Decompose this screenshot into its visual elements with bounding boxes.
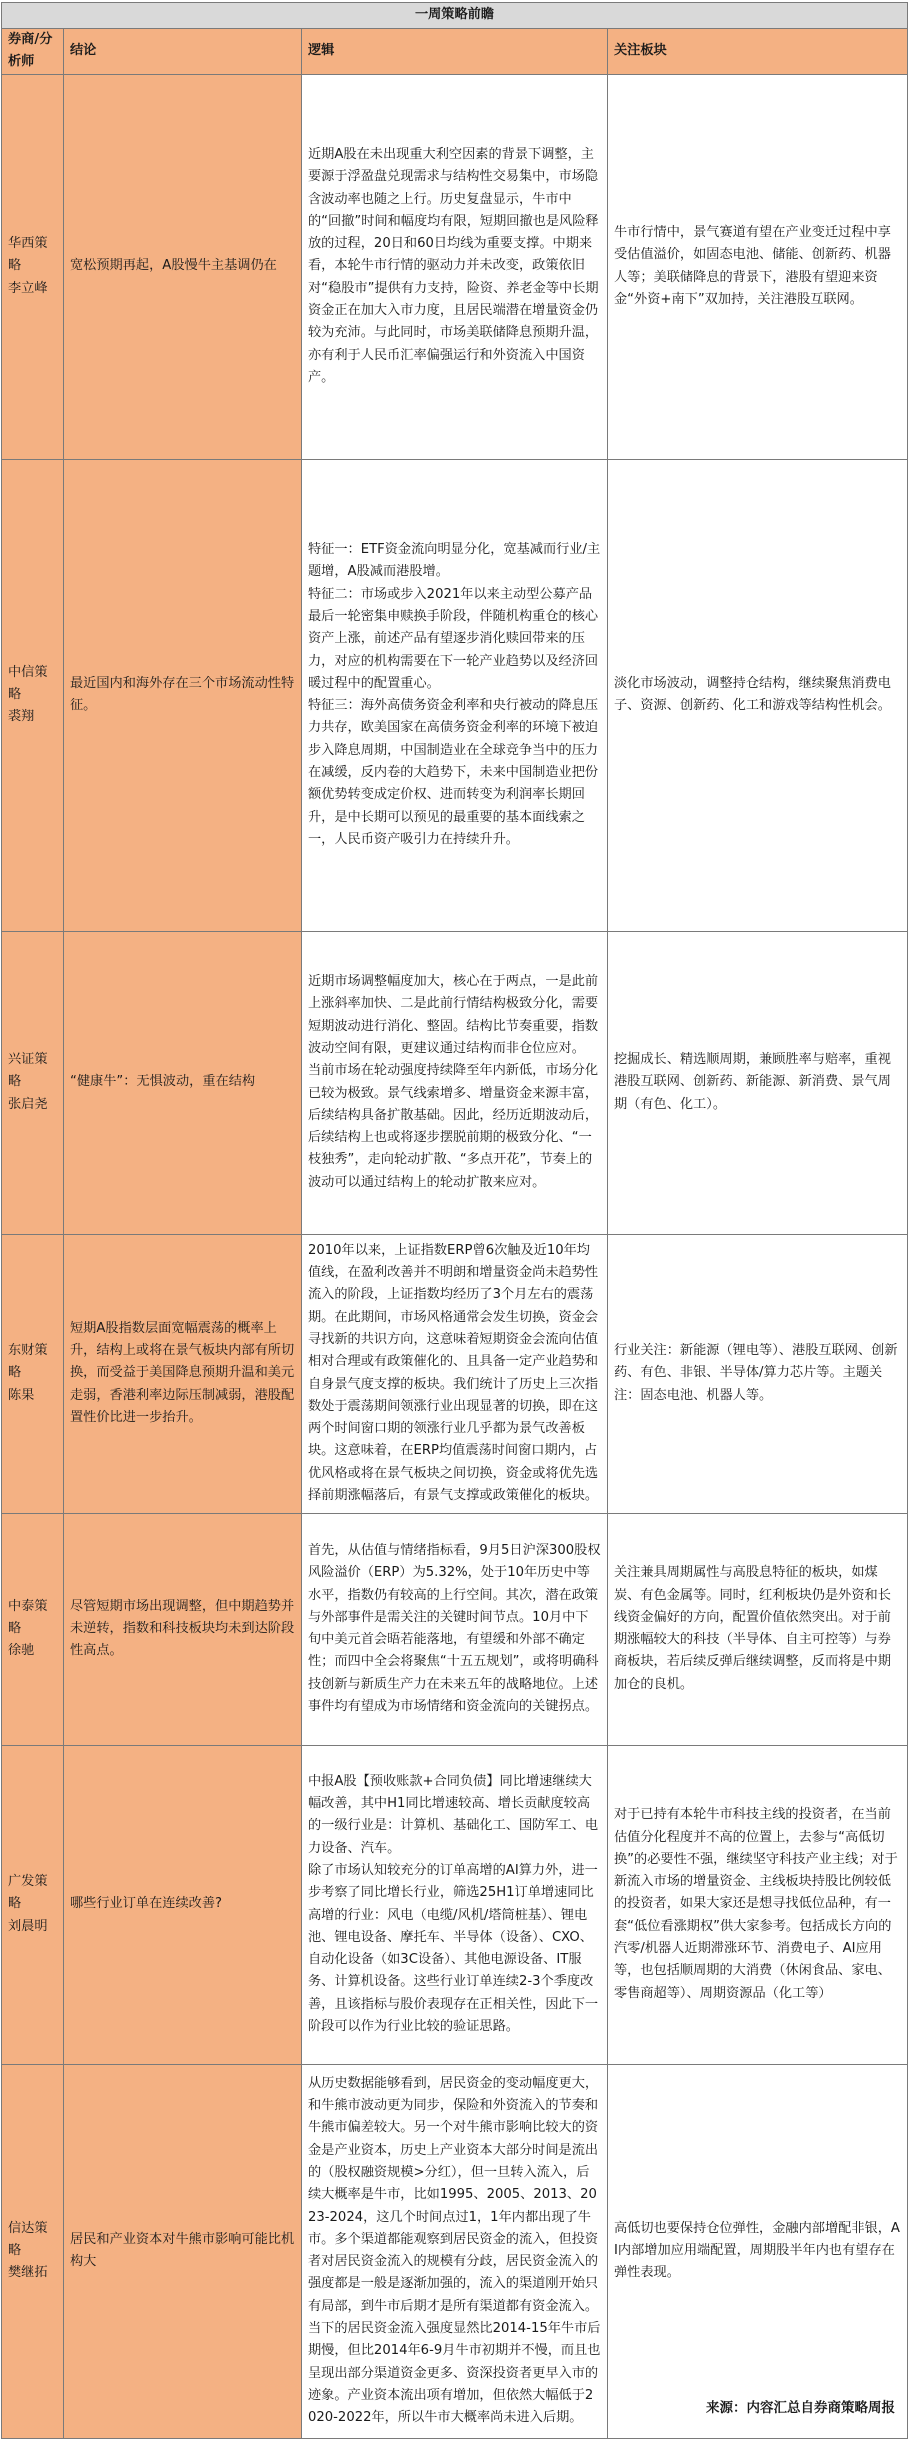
logic-paragraph: 除了市场认知较充分的订单高增的AI算力外，进一步考察了同比增长行业，筛选25H1订单增速同比高增的行业：风电（电缆/风机/塔筒桩基）、锂电池、锂电设备、摩托车、半导体（设备）、CXO、自动化设备（如3C设备）、其他电源设备、IT服务、计算机设备。这些行业订单连续2-3个季度改善，且该指标与股价表现存在正相关性，因此下一阶段可以作为行业比较的验证思路。 <box>308 1863 599 2035</box>
sectors-cell: 挖掘成长、精选顺周期，兼顾胜率与赔率，重视港股互联网、创新药、新能源、新消费、景气周期（有色、化工）。 <box>608 931 908 1234</box>
analyst-name: 李立峰 <box>8 280 48 296</box>
table-row <box>2 2064 908 2438</box>
table-row <box>2 1745 908 2064</box>
header-logic: 逻辑 <box>302 29 608 75</box>
logic-paragraph: 特征一：ETF资金流向明显分化，宽基减而行业/主题增，A股减而港股增。 <box>308 542 601 580</box>
logic-paragraph: 从历史数据能够看到，居民资金的变动幅度更大，和牛熊市波动更为同步，保险和外资流入的节奏和牛熊市偏差较大。另一个对牛熊市影响比较大的资金是产业资本，历史上产业资本大部分时间是流出的（股权融资规模>分红），但一旦转入流入，后续大概率是牛市，比如1995、2005、2013、2023-2024，这几个时间点过1，1年内都出现了牛市。多个渠道都能观察到居民资金的流入，但投资者对居民资金流入的规模有分歧，居民资金流入的强度都是一般是逐渐加强的，流入的渠道刚开始只有局部，到牛市后期才是所有渠道都有资金流入。当下的居民资金流入强度显然比2014-15年牛市后期慢，但比2014年6-9月牛市初期并不慢，而且也呈现出部分渠道资金更多、资深投资者更早入市的迹象。产业资本流出项有增加，但依然大幅低于2020-2022年，所以牛市大概率尚未进入后期。 <box>308 2075 601 2426</box>
logic-paragraph: 特征二：市场或步入2021年以来主动型公募产品最后一轮密集申赎换手阶段，伴随机构重仓的核心资产上涨，前述产品有望逐步消化赎回带来的压力，对应的机构需要在下一轮产业趋势以及经济回暖过程中的配置重心。 <box>308 586 599 691</box>
sectors-cell: 淡化市场波动，调整持仓结构，继续聚焦消费电子、资源、创新药、化工和游戏等结构性机会。 <box>608 459 908 931</box>
logic-paragraph: 近期A股在未出现重大利空因素的背景下调整，主要源于浮盈盘兑现需求与结构性交易集中，市场隐含波动率也随之上行。历史复盘显示，牛市中的“回撤”时间和幅度均有限，短期回撤也是风险释放的过程，20日和60日均线为重要支撑。中期来看，本轮牛市行情的驱动力并未改变，政策依旧对“稳股市”提供有力支持，险资、养老金等中长期资金正在加大入市力度，且居民端潜在增量资金仍较为充沛。与此同时，市场美联储降息预期升温，亦有利于人民币汇率偏强运行和外资流入中国资产。 <box>308 146 599 385</box>
table-title-row <box>2 3 908 29</box>
broker-cell <box>2 931 64 1234</box>
analyst-name: 樊继拓 <box>8 2265 48 2281</box>
broker-cell <box>2 1745 64 2064</box>
sectors-cell: 高低切也要保持仓位弹性，金融内部增配非银，AI内部增加应用端配置，周期股半年内也有望存在弹性表现。 <box>608 2064 908 2438</box>
logic-paragraph: 当前市场在轮动强度持续降至年内新低，市场分化已较为极致。景气线索增多、增量资金来源丰富，后续结构具备扩散基础。因此，经历近期波动后，后续结构上也或将逐步摆脱前期的极致分化、“一枝独秀”，走向轮动扩散、“多点开花”，节奏上的波动可以通过结构上的轮动扩散来应对。 <box>308 1063 599 1190</box>
analyst-name: 陈果 <box>8 1387 35 1403</box>
broker-name: 兴证策略 <box>8 1052 48 1090</box>
broker-name: 中信策略 <box>8 664 48 702</box>
table-row <box>2 1513 908 1745</box>
header-broker: 券商/分析师 <box>2 29 64 75</box>
broker-name: 广发策略 <box>8 1874 48 1912</box>
broker-cell <box>2 2064 64 2438</box>
logic-cell <box>302 459 608 931</box>
broker-name: 中泰策略 <box>8 1598 48 1636</box>
broker-name: 信达策略 <box>8 2220 48 2258</box>
conclusion-cell: 宽松预期再起，A股慢牛主基调仍在 <box>64 74 302 459</box>
sectors-cell: 行业关注：新能源（锂电等）、港股互联网、创新药、有色、非银、半导体/算力芯片等。主题关注：固态电池、机器人等。 <box>608 1234 908 1513</box>
conclusion-cell: 哪些行业订单在连续改善? <box>64 1745 302 2064</box>
analyst-name: 裘翔 <box>8 709 35 725</box>
logic-paragraph: 首先，从估值与情绪指标看，9月5日沪深300股权风险溢价（ERP）为5.32%，处于10年历史中等水平，指数仍有较高的上行空间。其次，潜在政策与外部事件是需关注的关键时间节点。10月中下旬中美元首会晤若能落地，有望缓和外部不确定性；而四中全会将聚焦“十五五规划”，或将明确科技创新与新质生产力在未来五年的战略地位。上述事件均有望成为市场情绪和资金流向的关键拐点。 <box>308 1542 601 1714</box>
header-conclusion: 结论 <box>64 29 302 75</box>
logic-paragraph: 近期市场调整幅度加大，核心在于两点，一是此前上涨斜率加快、二是此前行情结构极致分化，需要短期波动进行消化、整固。结构比节奏重要，指数波动空间有限，更建议通过结构而非仓位应对。 <box>308 974 599 1056</box>
logic-cell <box>302 1234 608 1513</box>
logic-paragraph: 中报A股【预收账款+合同负债】同比增速继续大幅改善，其中H1同比增速较高、增长贡献度较高的一级行业是：计算机、基础化工、国防军工、电力设备、汽车。 <box>308 1773 599 1856</box>
conclusion-cell: 最近国内和海外存在三个市场流动性特征。 <box>64 459 302 931</box>
logic-cell <box>302 1513 608 1745</box>
table-row <box>2 74 908 459</box>
logic-paragraph: 2010年以来，上证指数ERP曾6次触及近10年均值线，在盈利改善并不明朗和增量资金尚未趋势性流入的阶段，上证指数均经历了3个月左右的震荡期。在此期间，市场风格通常会发生切换，资金会寻找新的共识方向，这意味着短期资金会流向估值相对合理或有政策催化的、且具备一定产业趋势和自身景气度支撑的板块。我们统计了历史上三次指数处于震荡期间领涨行业出现显著的切换，即在这两个时间窗口期的领涨行业几乎都为景气改善板块。这意味着，在ERP均值震荡时间窗口期内，占优风格或将在景气板块之间切换，资金或将优先选择前期涨幅落后，有景气支撑或政策催化的板块。 <box>308 1242 599 1504</box>
table-row <box>2 459 908 931</box>
table-title: 一周策略前瞻 <box>2 3 908 29</box>
broker-name: 东财策略 <box>8 1343 48 1381</box>
analyst-name: 刘晨明 <box>8 1918 48 1934</box>
conclusion-cell: “健康牛”：无惧波动，重在结构 <box>64 931 302 1234</box>
sectors-cell: 牛市行情中，景气赛道有望在产业变迁过程中享受估值溢价，如固态电池、储能、创新药、机器人等；美联储降息的背景下，港股有望迎来资金“外资+南下”双加持，关注港股互联网。 <box>608 74 908 459</box>
conclusion-cell: 居民和产业资本对牛熊市影响可能比机构大 <box>64 2064 302 2438</box>
conclusion-cell: 尽管短期市场出现调整，但中期趋势并未逆转，指数和科技板块均未到达阶段性高点。 <box>64 1513 302 1745</box>
logic-cell <box>302 2064 608 2438</box>
broker-name: 华西策略 <box>8 236 48 274</box>
analyst-name: 张启尧 <box>8 1096 48 1112</box>
broker-cell <box>2 1234 64 1513</box>
table-row <box>2 931 908 1234</box>
broker-cell <box>2 74 64 459</box>
analyst-name: 徐驰 <box>8 1643 35 1659</box>
logic-cell <box>302 931 608 1234</box>
sectors-cell: 关注兼具周期属性与高股息特征的板块，如煤炭、有色金属等。同时，红利板块仍是外资和长线资金偏好的方向，配置价值依然突出。对于前期涨幅较大的科技（半导体、自主可控等）与券商板块，若后续反弹后继续调整，反而将是中期加仓的良机。 <box>608 1513 908 1745</box>
logic-cell <box>302 74 608 459</box>
header-sectors: 关注板块 <box>608 29 908 75</box>
header-row <box>2 29 908 75</box>
broker-cell <box>2 1513 64 1745</box>
table-row <box>2 1234 908 1513</box>
logic-paragraph: 特征三：海外高债务资金利率和央行被动的降息压力共存，欧美国家在高债务资金利率的环境下被迫步入降息周期，中国制造业在全球竞争当中的压力在减缓，反内卷的大趋势下，未来中国制造业把份额优势转变成定价权、进而转变为利润率长期回升，是中长期可以预见的最重要的基本面线索之一，人民币资产吸引力在持续升升。 <box>308 698 599 847</box>
source-note: 来源：内容汇总自券商策略周报 <box>706 2400 895 2416</box>
logic-cell <box>302 1745 608 2064</box>
strategy-table <box>1 2 908 2439</box>
conclusion-cell: 短期A股指数层面宽幅震荡的概率上升，结构上或将在景气板块内部有所切换，而受益于美国降息预期升温和美元走弱，香港利率边际压制减弱，港股配置性价比进一步抬升。 <box>64 1234 302 1513</box>
sectors-cell: 对于已持有本轮牛市科技主线的投资者，在当前估值分化程度并不高的位置上，去参与“高低切换”的必要性不强，继续坚守科技产业主线；对于新流入市场的增量资金、主线板块持股比例较低的投资者，如果大家还是想寻找低位品种，有一套“低位看涨期权”供大家参考。包括成长方向的汽零/机器人近期滞涨环节、消费电子、AI应用等，也包括顺周期的大消费（休闲食品、家电、零售商超等）、周期资源品（化工等） <box>608 1745 908 2064</box>
broker-cell <box>2 459 64 931</box>
